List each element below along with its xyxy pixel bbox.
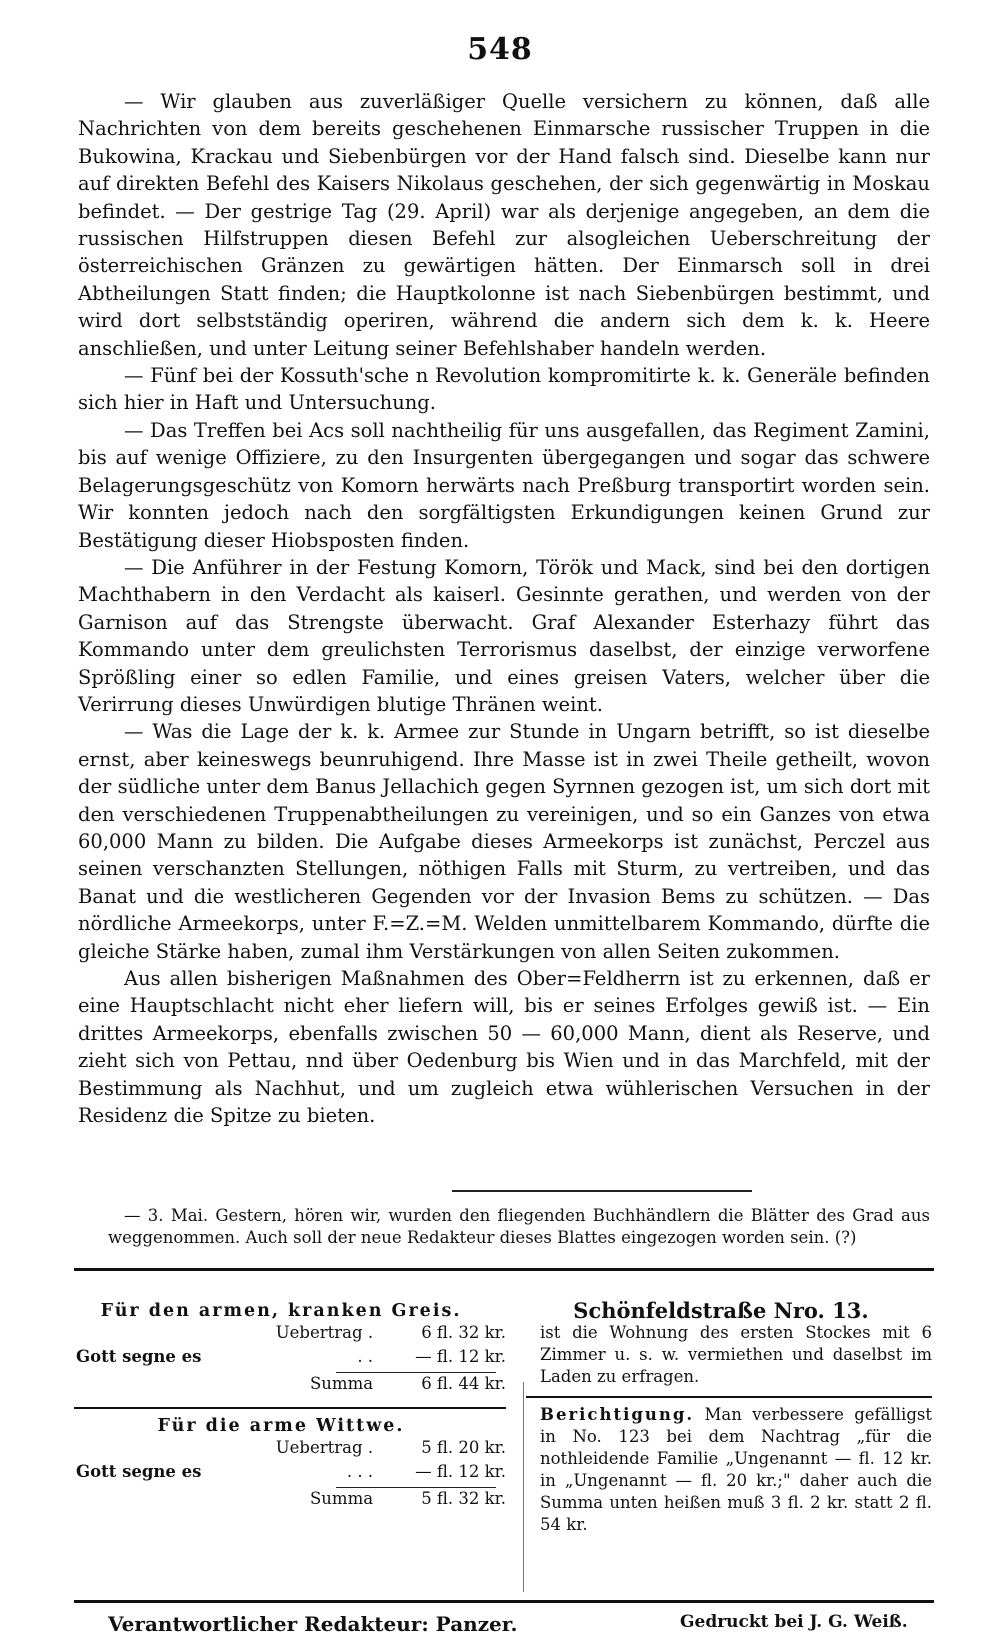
donation-row-sum xyxy=(76,1488,506,1512)
paragraph-generals: — Fünf bei der Kossuth'sche n Revolution kompromitirte k. k. Generäle befinden sich hier in Haft und Untersuchung. xyxy=(78,364,930,415)
notice-divider xyxy=(526,1396,932,1398)
paragraph-army-situation: — Was die Lage der k. k. Armee zur Stunde in Ungarn betrifft, so ist dieselbe ernst, aber keineswegs beunruhigend. Ihre Masse ist in zwei Theile getheilt, wovon der südliche unter dem Banus Jellachich gegen Syrnnen gezogen ist, um sich dort mit den verschiedenen Truppenabtheilungen zu vereinigen, und so ein Ganzes von etwa 60,000 Mann zu bilden. Die Aufgabe dieses Armeekorps ist zunächst, Perczel aus seinen verschanzten Stellungen, nöthigen Falls mit Sturm, zu vertreiben, und das Banat und die westlicheren Gegenden vor der Invasion Bems zu schützen. — Das nördliche Armeekorps, unter F.=Z.=M. Welden unmittelbarem Kommando, dürfte die gleiche Stärke haben, zumal ihm Verstärkungen von allen Seiten zukommen. xyxy=(78,720,930,963)
donation-row xyxy=(76,1461,506,1485)
row-mid: Uebertrag . xyxy=(275,1323,374,1342)
row-amount: 6 fl. 32 kr. xyxy=(421,1323,506,1342)
note-text: — 3. Mai. Gestern, hören wir, wurden den fliegenden Buchhändlern die Blätter des Grad aus weggenommen. Auch soll der neue Redakteur dieses Blattes eingezogen worden sein. (?) xyxy=(108,1206,930,1247)
donation-title-wittwe: Für die arme Wittwe. xyxy=(157,1416,405,1436)
row-mid: Summa xyxy=(310,1374,374,1393)
paragraph-acs-battle: — Das Treffen bei Acs soll nachtheilig für uns ausgefallen, das Regiment Zamini, bis auf wenige Offiziere, zu den Insurgenten übergegangen und sogar das schwere Belagerungsgeschütz von Komorn herwärts nach Preßburg transportirt worden sein. Wir konnten jedoch nach den sorgfältigsten Erkundigungen keinen Grund zur Bestätigung dieser Hiobsposten finden. xyxy=(78,418,930,552)
row-amount: — fl. 12 kr. xyxy=(415,1347,506,1366)
notices-column xyxy=(540,1300,932,1536)
row-amount: 5 fl. 32 kr. xyxy=(421,1489,506,1508)
editor-line: Verantwortlicher Redakteur: Panzer. xyxy=(108,1612,518,1636)
row-mid: . . . xyxy=(346,1462,374,1481)
row-label: Gott segne es xyxy=(76,1462,202,1481)
top-rule xyxy=(74,1268,934,1271)
column-separator xyxy=(523,1382,524,1592)
donation-row xyxy=(76,1322,506,1346)
paragraph-komorn: — Die Anführer in der Festung Komorn, Török und Mack, sind bei den dortigen Machthabern in den Verdacht als kaiserl. Gesinnte gerathen, und werden von der Garnison auf das Strengste überwacht. Graf Alexander Esterhazy führt das Kommando unter dem greulichsten Terrorismus daselbst, der einzige verworfene Sprößling einer so edlen Familie, und eines greisen Vaters, welcher über die Verirrung dieses Unwürdigen blutige Thränen weint. xyxy=(78,555,930,716)
paragraph-reserve: Aus allen bisherigen Maßnahmen des Ober=Feldherrn ist zu erkennen, daß er eine Hauptschlacht nicht eher liefern will, bis er seines Erfolges gewiß ist. — Ein drittes Armeekorps, ebenfalls zwischen 50 — 60,000 Mann, dient als Reserve, und zieht sich von Pettau, nnd über Oedenburg bis Wien und in das Marchfeld, mit der Bestimmung als Nachhut, und um zugleich etwa wühlerischen Versuchen in der Residenz die Spitze zu bieten. xyxy=(78,967,930,1128)
section-divider xyxy=(452,1190,752,1192)
row-amount: — fl. 12 kr. xyxy=(415,1462,506,1481)
donation-row-sum xyxy=(76,1373,506,1397)
donation-title-greis: Für den armen, kranken Greis. xyxy=(100,1301,462,1321)
donation-column xyxy=(76,1300,506,1512)
correction-notice xyxy=(540,1404,932,1536)
donation-row xyxy=(76,1346,506,1370)
row-mid: Summa xyxy=(310,1489,374,1508)
correction-text: Man verbessere gefälligst in No. 123 bei dem Nachtrag „für die nothleidende Familie „Ungenannt — fl. 12 kr. in „Ungenannt — fl. 20 kr.;" daher auch die Summa unten heißen muß 3 fl. 2 kr. statt 2 fl. 54 kr. xyxy=(540,1405,932,1534)
bottom-rule xyxy=(74,1600,934,1603)
page-number: 548 xyxy=(467,32,533,67)
box-divider xyxy=(74,1407,506,1409)
apartment-notice: ist die Wohnung des ersten Stockes mit 6 Zimmer u. s. w. vermiethen und daselbst im Laden zu erfragen. xyxy=(540,1323,932,1386)
printer-line: Gedruckt bei J. G. Weiß. xyxy=(680,1612,908,1632)
donation-row xyxy=(76,1437,506,1461)
address-heading: Schönfeldstraße Nro. 13. xyxy=(573,1298,869,1323)
row-amount: 5 fl. 20 kr. xyxy=(421,1438,506,1457)
row-mid: Uebertrag . xyxy=(275,1438,374,1457)
row-mid: . . xyxy=(357,1347,374,1366)
row-label: Gott segne es xyxy=(76,1347,202,1366)
row-amount: 6 fl. 44 kr. xyxy=(421,1374,506,1393)
news-note xyxy=(108,1205,930,1249)
paragraph-russian-troops: — Wir glauben aus zuverläßiger Quelle versichern zu können, daß alle Nachrichten von dem bereits geschehenen Einmarsche russischer Truppen in die Bukowina, Krackau und Siebenbürgen vor der Hand falsch sind. Dieselbe kann nur auf direkten Befehl des Kaisers Nikolaus geschehen, der sich gegenwärtig in Moskau befindet. — Der gestrige Tag (29. April) war als derjenige angegeben, an dem die russischen Hilfstruppen diesen Befehl zur alsogleichen Ueberschreitung der österreichischen Gränzen zu gewärtigen hätten. Der Einmarsch soll in drei Abtheilungen Statt finden; die Hauptkolonne ist nach Siebenbürgen bestimmt, und wird dort selbstständig operiren, während die andern sich dem k. k. Heere anschließen, und unter Leitung seiner Befehlshaber handeln werden. xyxy=(78,90,930,360)
article-body xyxy=(78,88,930,1129)
correction-label: Berichtigung. xyxy=(540,1405,695,1424)
